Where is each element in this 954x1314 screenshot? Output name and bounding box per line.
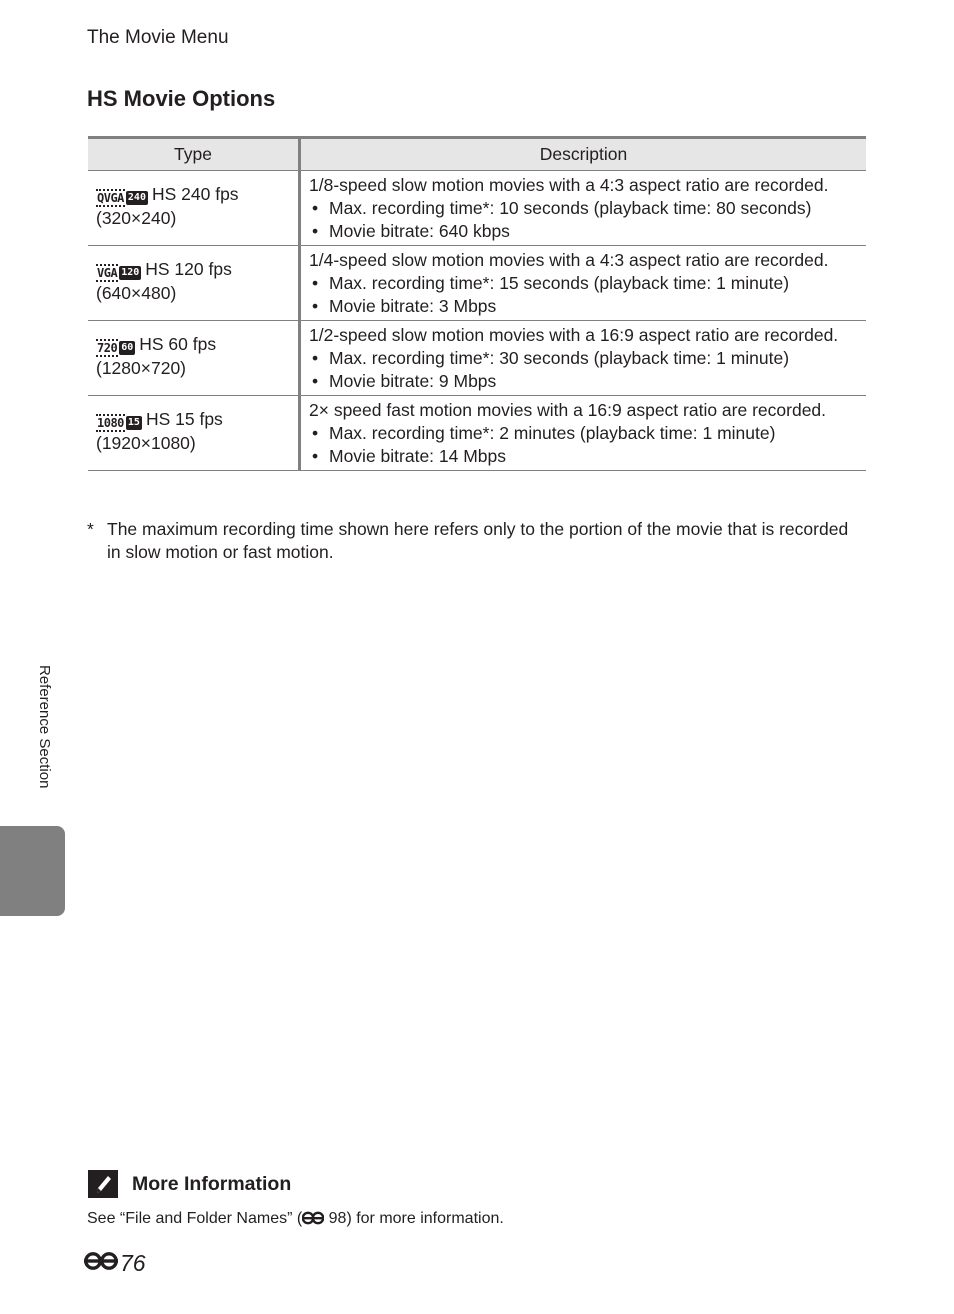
description-bullets bbox=[309, 422, 860, 468]
table-row bbox=[88, 396, 866, 471]
type-name: HS 120 fps bbox=[145, 259, 232, 279]
pencil-icon bbox=[88, 1170, 118, 1198]
table-row bbox=[88, 246, 866, 321]
hs-movie-options-table bbox=[88, 136, 866, 471]
description-cell bbox=[300, 321, 867, 396]
bullet-item: • Movie bitrate: 3 Mbps bbox=[309, 295, 860, 318]
type-name: HS 15 fps bbox=[145, 409, 223, 429]
description-text: 1/4-speed slow motion movies with a 4:3 aspect ratio are recorded. bbox=[309, 250, 829, 270]
type-resolution: (320×240) bbox=[96, 208, 177, 228]
type-resolution: (640×480) bbox=[96, 283, 177, 303]
type-resolution: (1280×720) bbox=[96, 358, 187, 378]
reference-section-icon bbox=[302, 1211, 324, 1230]
type-name: HS 240 fps bbox=[151, 184, 239, 204]
reference-section-icon bbox=[84, 1251, 118, 1276]
bullet-item: • Max. recording time*: 30 seconds (playback time: 1 minute) bbox=[309, 347, 860, 370]
section-tab bbox=[0, 826, 65, 916]
column-header-description: Description bbox=[300, 138, 867, 171]
description-text: 1/2-speed slow motion movies with a 16:9 aspect ratio are recorded. bbox=[309, 325, 839, 345]
type-name: HS 60 fps bbox=[139, 334, 217, 354]
more-information-title: More Information bbox=[132, 1172, 292, 1195]
hs-120-icon: VGA 120 bbox=[97, 266, 140, 280]
description-cell bbox=[300, 171, 867, 246]
page-number bbox=[84, 1250, 146, 1277]
side-section-label: Reference Section bbox=[36, 665, 53, 789]
hs-15-icon: 1080 15 bbox=[97, 416, 140, 430]
footnote-mark: * bbox=[87, 519, 94, 539]
reference-page-link[interactable]: 98 bbox=[328, 1210, 347, 1227]
hs-240-icon: QVGA 240 bbox=[97, 191, 146, 205]
table-row bbox=[88, 171, 866, 246]
type-cell bbox=[88, 321, 300, 396]
page-title: HS Movie Options bbox=[87, 86, 276, 111]
hs-60-icon: 720 60 bbox=[97, 341, 134, 355]
bullet-item: • Max. recording time*: 10 seconds (playback time: 80 seconds) bbox=[309, 197, 860, 220]
table-header-row bbox=[88, 138, 866, 171]
bullet-item: • Max. recording time*: 15 seconds (playback time: 1 minute) bbox=[309, 272, 860, 295]
type-resolution: (1920×1080) bbox=[96, 433, 196, 453]
type-cell bbox=[88, 246, 300, 321]
description-cell bbox=[300, 396, 867, 471]
bullet-item: • Movie bitrate: 9 Mbps bbox=[309, 370, 860, 393]
footnote bbox=[87, 518, 857, 564]
description-text: 1/8-speed slow motion movies with a 4:3 aspect ratio are recorded. bbox=[309, 175, 829, 195]
bullet-item: • Movie bitrate: 14 Mbps bbox=[309, 445, 860, 468]
description-bullets bbox=[309, 347, 860, 393]
bullet-item: • Movie bitrate: 640 kbps bbox=[309, 220, 860, 243]
description-text: 2× speed fast motion movies with a 16:9 aspect ratio are recorded. bbox=[309, 400, 827, 420]
description-bullets bbox=[309, 272, 860, 318]
bullet-item: • Max. recording time*: 2 minutes (playback time: 1 minute) bbox=[309, 422, 860, 445]
type-cell bbox=[88, 171, 300, 246]
table-row bbox=[88, 321, 866, 396]
page-number-value: 76 bbox=[120, 1250, 146, 1276]
footnote-text: The maximum recording time shown here refers only to the portion of the movie that is recorded in slow motion or fast motion. bbox=[107, 519, 849, 562]
more-information-heading bbox=[88, 1170, 291, 1198]
section-header: The Movie Menu bbox=[87, 27, 229, 48]
type-cell bbox=[88, 396, 300, 471]
more-information-text: See “File and Folder Names” ( 98) for more information. bbox=[87, 1210, 504, 1230]
column-header-type: Type bbox=[88, 138, 300, 171]
description-bullets bbox=[309, 197, 860, 243]
description-cell bbox=[300, 246, 867, 321]
